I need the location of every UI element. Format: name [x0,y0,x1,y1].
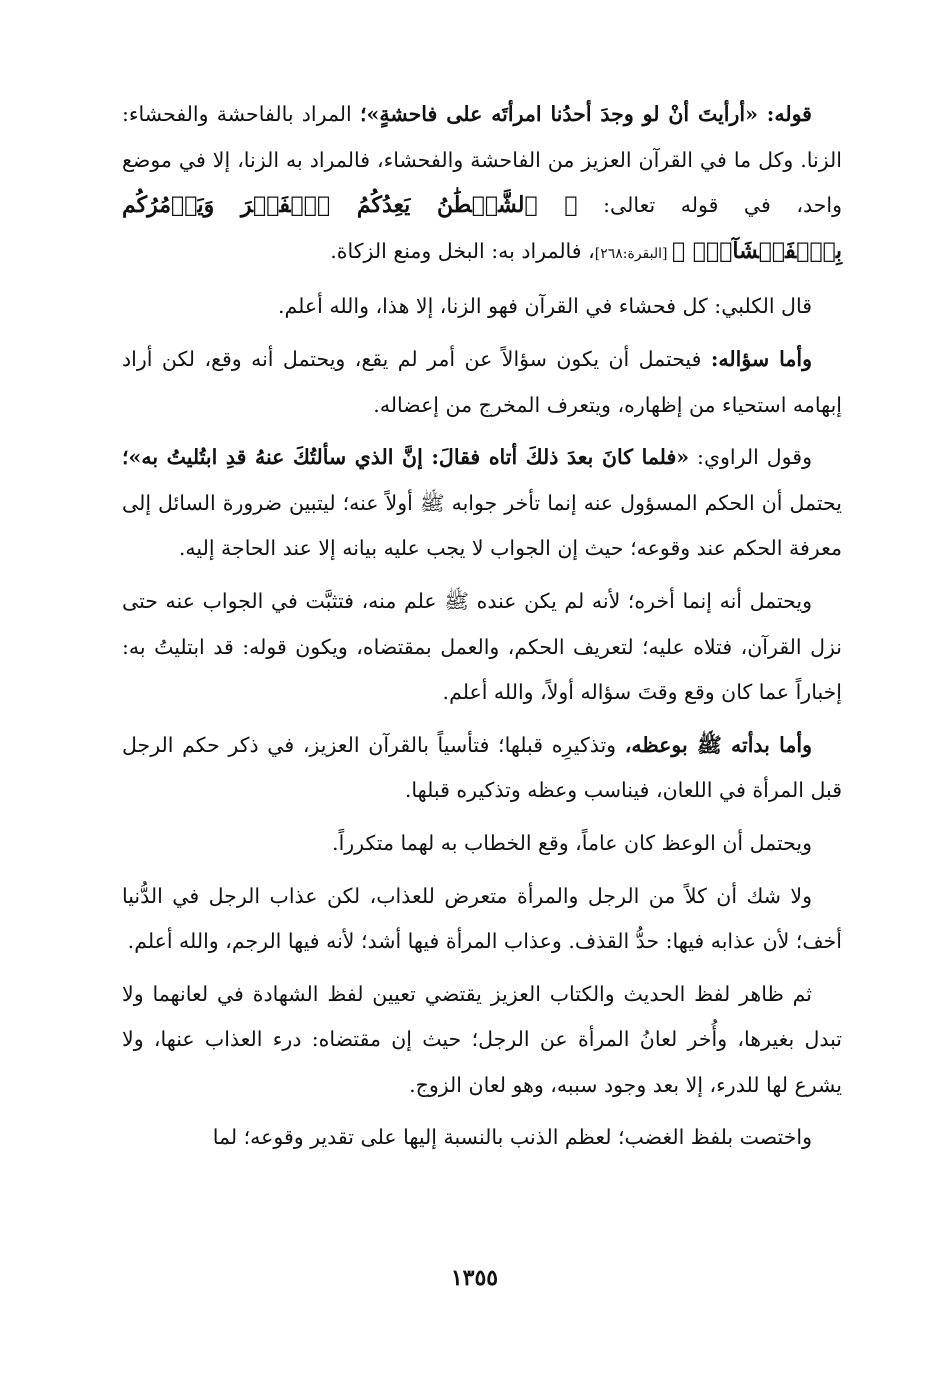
section-lead: وأما سؤاله: [710,346,812,371]
section-lead: وأما بدأته ﷺ بوعظه، [624,732,812,757]
text-segment: قال الكلبي: كل فحشاء في القرآن فهو الزنا، إلا هذا، والله أعلم. [277,294,812,319]
page-body [122,92,842,1168]
hadith-quote: قوله: «أرأيتَ أنْ لو وجدَ أحدُنا امرأتَه على فاحشةٍ»؛ [360,102,812,126]
verse-reference: [البقرة:٢٦٨] [594,245,672,262]
paragraph-6 [122,723,842,814]
quran-verse: ﴿ ٱلشَّيۡطَٰنُ يَعِدُكُمُ ٱلۡفَقۡرَ وَيَأۡمُرُكُم بِٱلۡفَحۡشَآءِۖ ﴾ [122,192,842,264]
paragraph-7 [122,821,842,867]
paragraph-2 [122,284,842,330]
text-segment: يحتمل أن الحكم المسؤول عنه إنما تأخر جوابه ﷺ أولاً عنه؛ ليتبين ضرورة السائل إلى معرفة الحكم عند وقوعه؛ حيث إن الجواب لا يجب عليه بيانه إلا عند الحاجة إليه. [122,490,842,561]
text-segment: وتذكيرِه قبلها؛ فتأسياً بالقرآن العزيز، في ذكر حكم الرجل قبل المرأة في اللعان، فيناسب وعظه وتذكيره قبلها. [122,732,842,803]
text-segment: ثم ظاهر لفظ الحديث والكتاب العزيز يقتضي تعيين لفظ الشهادة في لعانهما ولا تبدل بغيرها، وأُخر لعانُ المرأة عن الرجل؛ حيث إن مقتضاه: درء العذاب عنها، ولا يشرع لها للدرء، إلا بعد وجود سببه، وهو لعان الزوج. [122,981,842,1097]
paragraph-1 [122,92,842,277]
paragraph-5 [122,579,842,716]
page-number: ١٣٥٥ [450,1265,499,1291]
hadith-quote: «فلما كانَ بعدَ ذلكَ أتاه فقالَ: إنَّ الذي سألتُكَ عنهُ قدِ ابتُليتُ به»؛ [122,445,690,470]
paragraph-9 [122,972,842,1109]
text-segment: واختصت بلفظ الغضب؛ لعظم الذنب بالنسبة إليها على تقدير وقوعه؛ لما [212,1125,812,1150]
paragraph-3 [122,337,842,428]
paragraph-8 [122,874,842,965]
text-segment: ولا شك أن كلاً من الرجل والمرأة متعرض للعذاب، لكن عذاب الرجل في الدُّنيا أخف؛ لأن عذابه فيها: حدُّ القذف. وعذاب المرأة فيها أشد؛ لأنه فيها الرجم، والله أعلم. [122,883,842,954]
text-segment: وقول الراوي: [689,445,812,470]
paragraph-4 [122,435,842,572]
text-segment: ويحتمل أنه إنما أخره؛ لأنه لم يكن عنده ﷺ علم منه، فتثبَّت في الجواب عنه حتى نزل القرآن، فتلاه عليه؛ لتعريف الحكم، والعمل بمقتضاه، ويكون قوله: قد ابتليتُ به: إخباراً عما كان وقع وقتَ سؤاله أولاً، والله أعلم. [122,588,842,705]
text-segment: ، فالمراد به: البخل ومنع الزكاة. [330,238,595,263]
text-segment: ويحتمل أن الوعظ كان عاماً، وقع الخطاب به لهما متكرراً. [332,830,812,855]
text-segment: المراد بالفاحشة والفحشاء: الزنا. وكل ما في القرآن العزيز من الفاحشة والفحشاء، فالمراد به الزنا، إلا في موضع واحد، في قوله تعالى: [122,102,842,218]
text-segment: فيحتمل أن يكون سؤالاً عن أمر لم يقع، ويحتمل أنه وقع، لكن أراد إبهامه استحياء من إظهاره، ويتعرف المخرج من إعضاله. [122,346,842,417]
paragraph-10 [122,1115,842,1161]
